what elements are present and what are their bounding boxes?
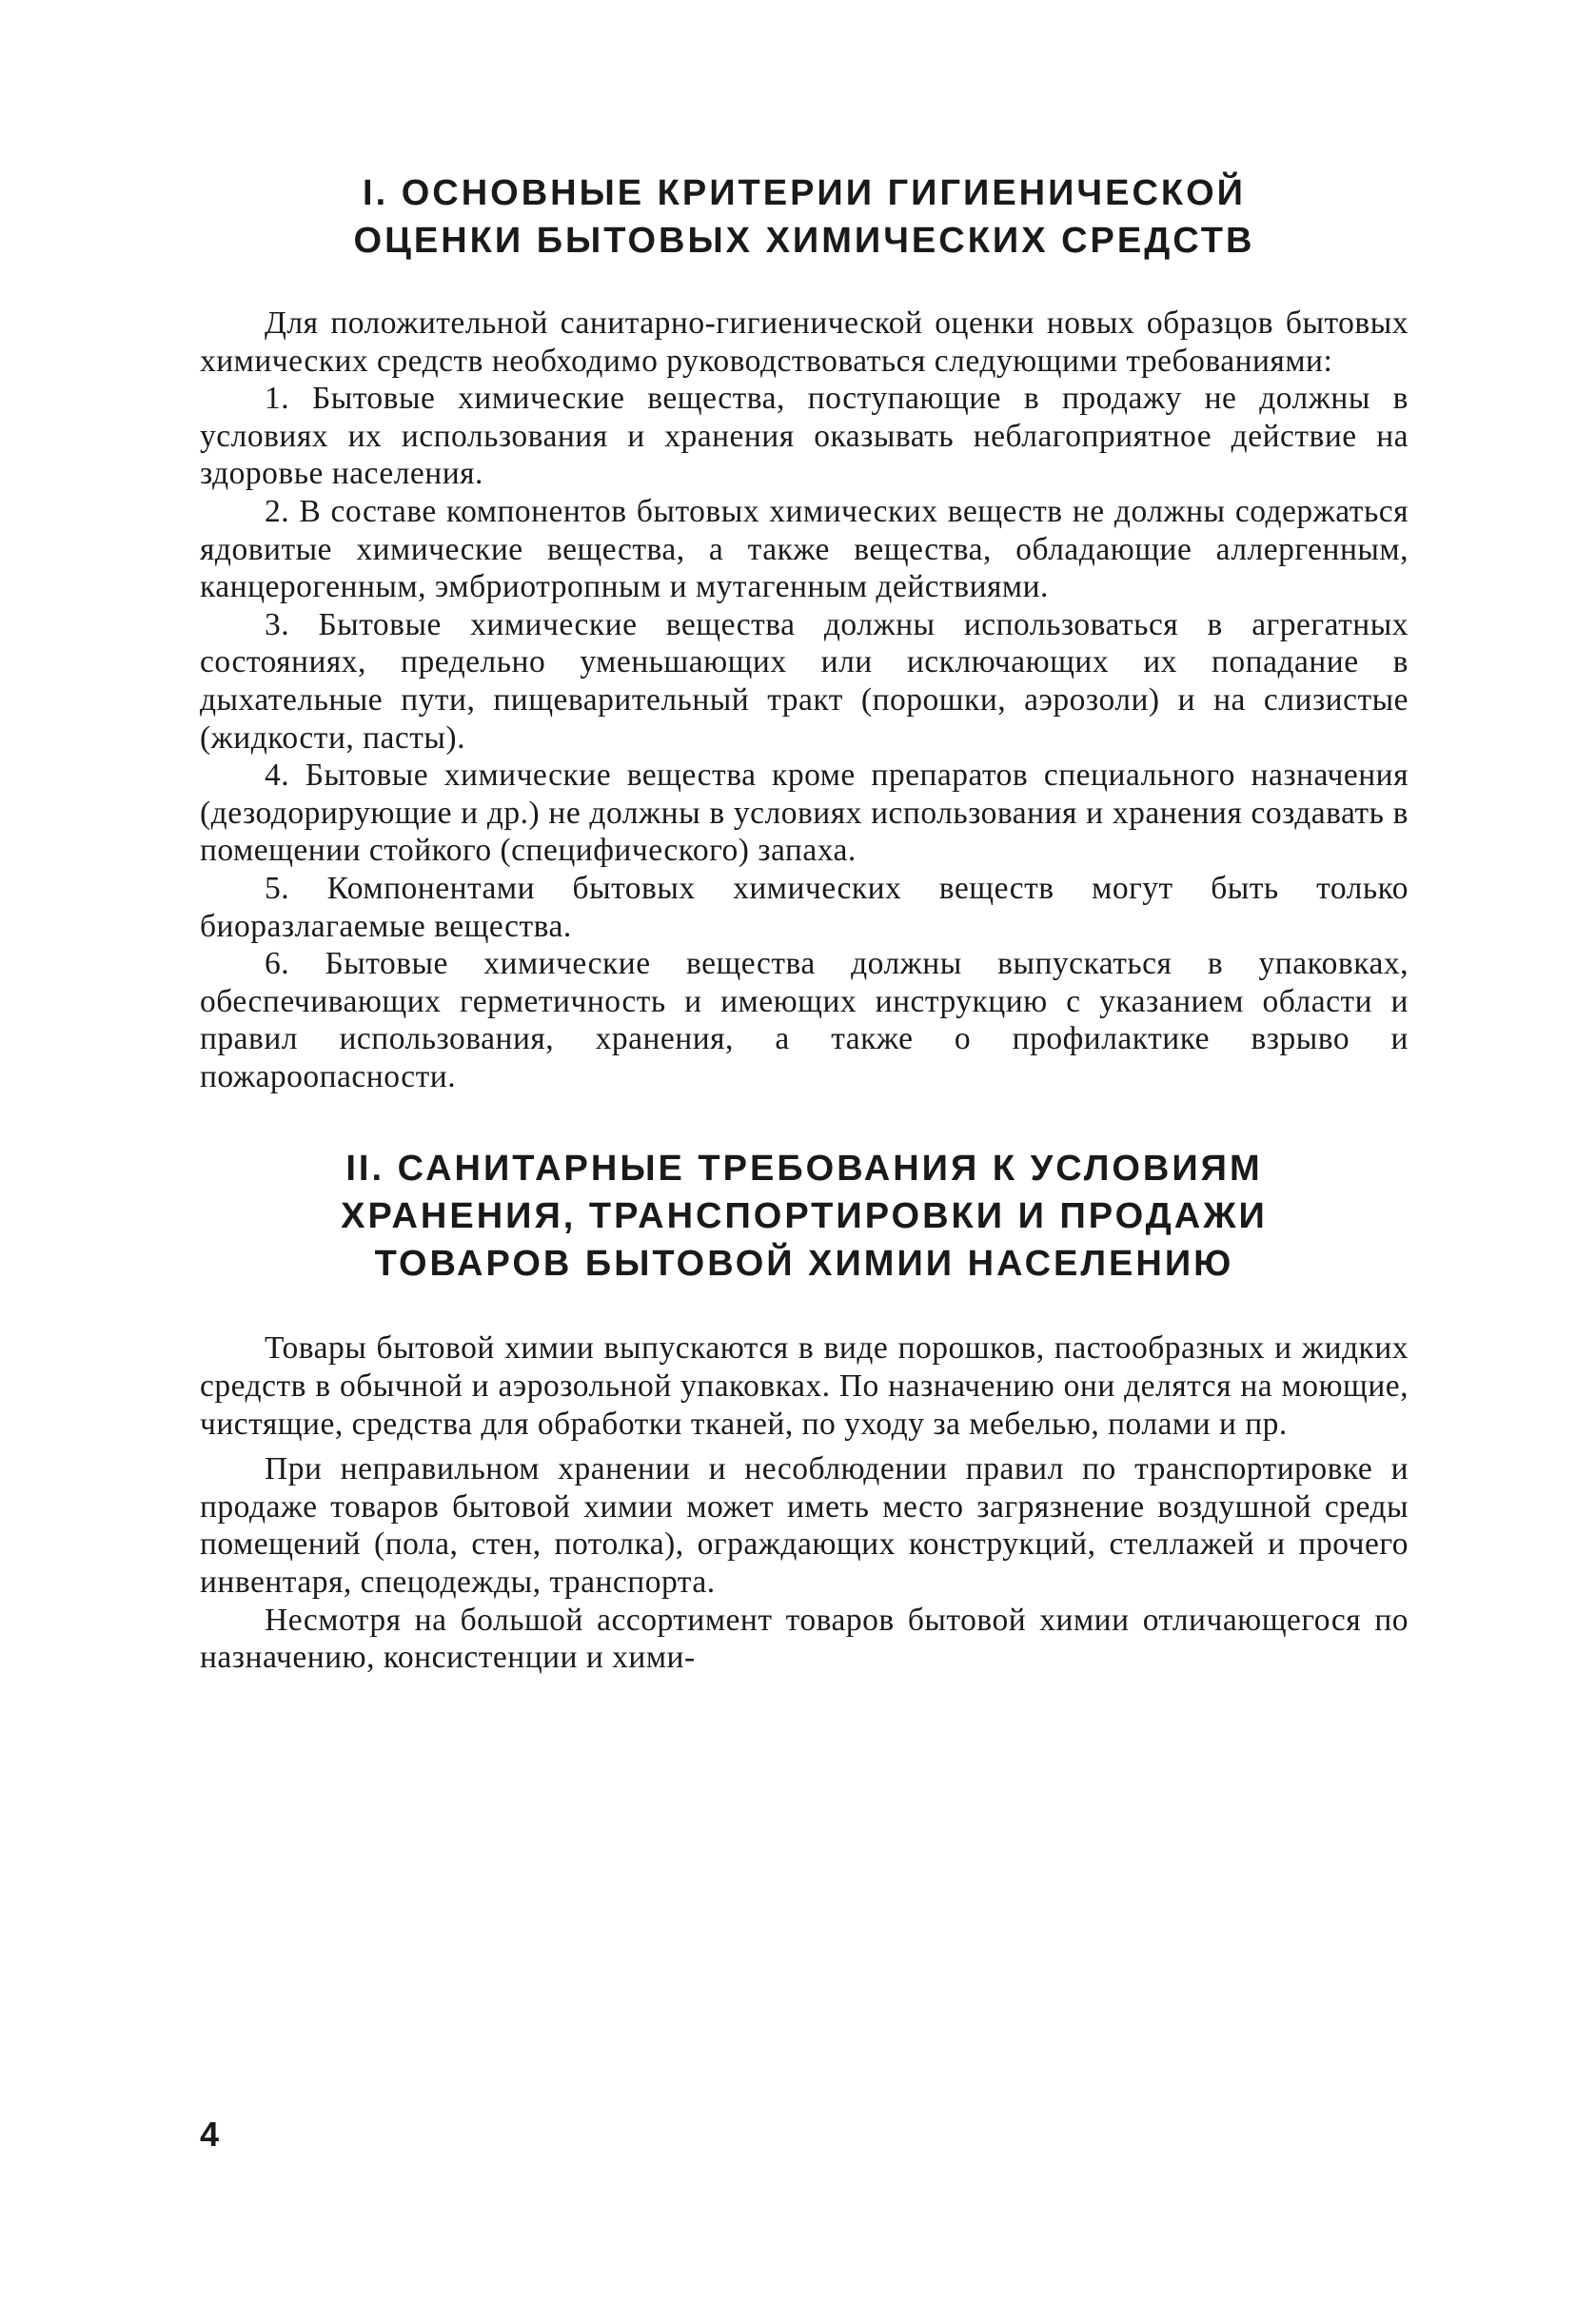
document-page bbox=[200, 169, 1409, 1677]
section-2-paragraph-2: При неправильном хранении и несоблюдении правил по транспортировке и продаже товаров бытовой химии может иметь место загрязнение воздушной среды помещений (пола, стен, потолка), ограждающих конструкций, стеллажей и прочего инвентаря, спецодежды, транспорта. bbox=[200, 1451, 1409, 1601]
requirement-item-3: 3. Бытовые химические вещества должны использоваться в агрегатных состояниях, предельно уменьшающих или исключающих их попадание в дыхательные пути, пищеварительный тракт (порошки, аэрозоли) и на слизистые (жидкости, пасты). bbox=[200, 606, 1409, 756]
section-2-paragraph-1: Товары бытовой химии выпускаются в виде порошков, пастообразных и жидких средств в обычной и аэрозольной упаковках. По назначению они делятся на моющие, чистящие, средства для обработки тканей, по уходу за мебелью, полами и пр. bbox=[200, 1330, 1409, 1442]
requirement-item-4: 4. Бытовые химические вещества кроме препаратов специального назначения (дезодорирующие и др.) не должны в условиях использования и хранения создавать в помещении стойкого (специфического) запаха. bbox=[200, 758, 1409, 869]
section-2-title bbox=[200, 1145, 1409, 1288]
section-1-intro: Для положительной санитарно-гигиенической оценки новых образцов бытовых химических средств необходимо руководствоваться следующими требованиями: bbox=[200, 305, 1409, 379]
section-2-title-line-3: ТОВАРОВ БЫТОВОЙ ХИМИИ НАСЕЛЕНИЮ bbox=[374, 1244, 1234, 1285]
section-2-title-line-2: ХРАНЕНИЯ, ТРАНСПОРТИРОВКИ И ПРОДАЖИ bbox=[341, 1196, 1268, 1237]
section-2-title-line-1: II. САНИТАРНЫЕ ТРЕБОВАНИЯ К УСЛОВИЯМ bbox=[345, 1149, 1263, 1190]
requirement-item-1: 1. Бытовые химические вещества, поступающие в продажу не должны в условиях их использования и хранения оказывать неблагоприятное действие на здоровье населения. bbox=[200, 381, 1409, 492]
requirement-item-6: 6. Бытовые химические вещества должны выпускаться в упаковках, обеспечивающих герметичность и имеющих инструкцию с указанием области и правил использования, хранения, а также о профилактике взрыво и пожароопасности. bbox=[200, 946, 1409, 1094]
section-2-paragraph-3: Несмотря на большой ассортимент товаров бытовой химии отличающегося по назначению, консистенции и хими- bbox=[200, 1602, 1409, 1676]
page-number: 4 bbox=[200, 2115, 220, 2154]
section-1-title-line-1: I. ОСНОВНЫЕ КРИТЕРИИ ГИГИЕНИЧЕСКОЙ bbox=[363, 173, 1246, 213]
requirement-item-2: 2. В составе компонентов бытовых химических веществ не должны содержаться ядовитые химические вещества, а также вещества, обладающие аллергенным, канцерогенным, эмбриотропным и мутагенным действиями. bbox=[200, 493, 1409, 605]
section-1-title-line-2: ОЦЕНКИ БЫТОВЫХ ХИМИЧЕСКИХ СРЕДСТВ bbox=[353, 221, 1255, 261]
requirement-item-5: 5. Компонентами бытовых химических веществ могут быть только биоразлагаемые вещества. bbox=[200, 870, 1409, 944]
section-1-title bbox=[200, 169, 1409, 265]
